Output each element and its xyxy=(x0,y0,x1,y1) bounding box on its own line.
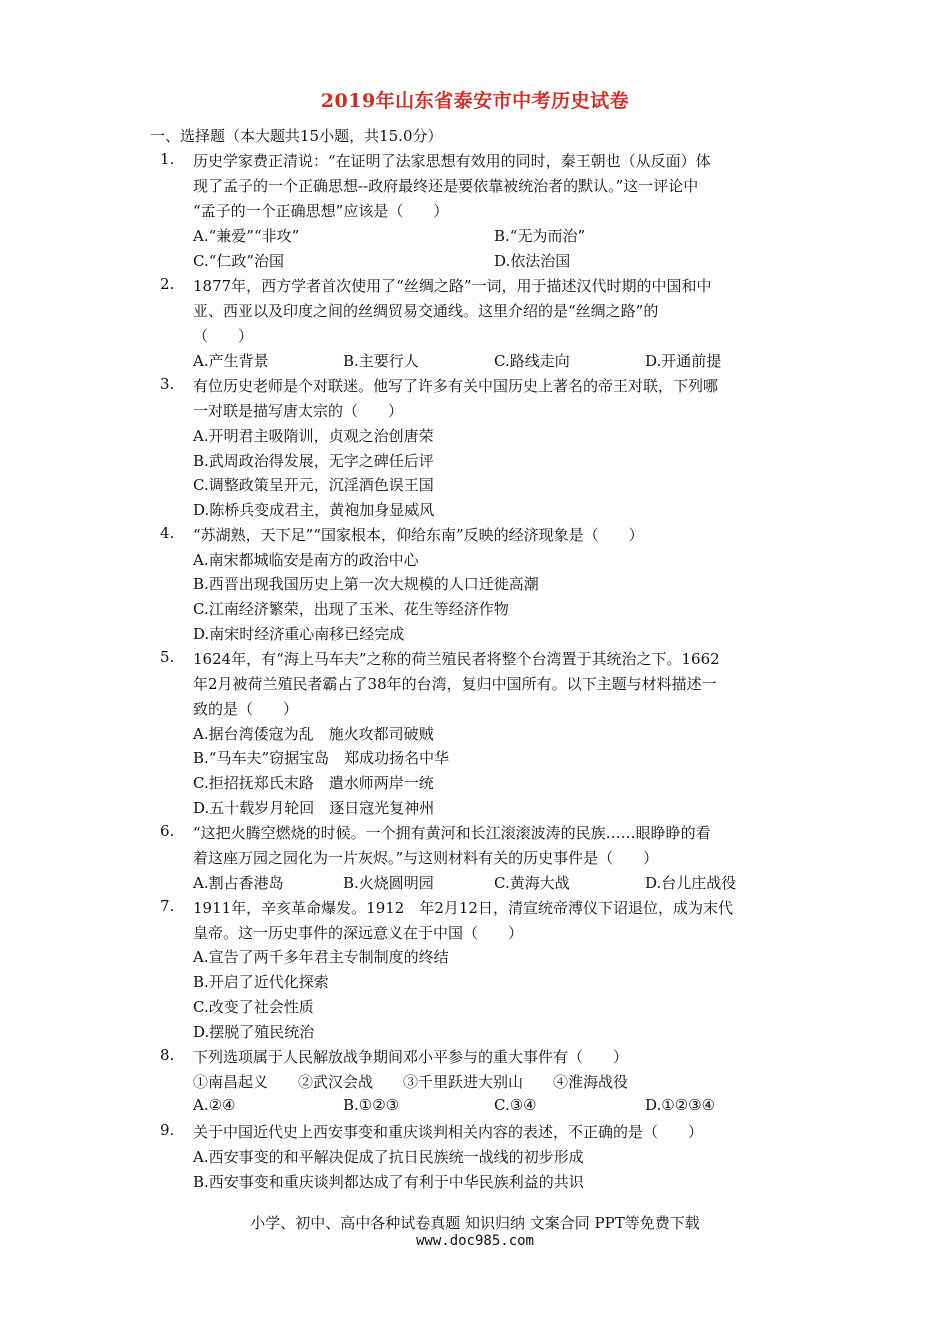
answer-option: C.拒招抚郑氏末路 遣水师两岸一统 xyxy=(193,774,434,792)
question-number: 8. xyxy=(160,1046,175,1064)
answer-option: B.“无为而治” xyxy=(494,227,586,245)
question-number: 9. xyxy=(160,1121,175,1139)
question-number: 4. xyxy=(160,524,175,542)
answer-option: D.陈桥兵变成君主，黄袍加身显威风 xyxy=(193,501,435,519)
question-text: 皇帝。这一历史事件的深远意义在于中国（ ） xyxy=(193,924,524,942)
answer-option: C.③④ xyxy=(494,1096,537,1114)
question-text: 1911年，辛亥革命爆发。1912 年2月12日，清宣统帝溥仪下诏退位，成为末代 xyxy=(193,899,733,917)
question-text: （ ） xyxy=(193,327,254,345)
answer-option: A.②④ xyxy=(193,1096,236,1114)
question-text: 亚、西亚以及印度之间的丝绸贸易交通线。这里介绍的是“丝绸之路”的 xyxy=(193,302,659,320)
question-text: 一对联是描写唐太宗的（ ） xyxy=(193,402,404,420)
answer-option: C.黄海大战 xyxy=(494,874,570,892)
answer-option: A.南宋都城临安是南方的政治中心 xyxy=(193,551,419,569)
question-text: 着这座万园之园化为一片灰烬。”与这则材料有关的历史事件是（ ） xyxy=(193,849,659,867)
question-number: 5. xyxy=(160,648,175,666)
question-text: 1877年，西方学者首次使用了“丝绸之路”一词，用于描述汉代时期的中国和中 xyxy=(193,277,712,295)
section-heading: 一、选择题（本大题共15小题，共15.0分） xyxy=(150,127,443,145)
answer-option: D.①②③④ xyxy=(645,1096,716,1114)
question-text: “苏湖熟，天下足”“国家根本，仰给东南”反映的经济现象是（ ） xyxy=(193,526,644,544)
question-text: 有位历史老师是个对联迷。他写了许多有关中国历史上著名的帝王对联，下列哪 xyxy=(193,377,719,395)
answer-option: B.西安事变和重庆谈判都达成了有利于中华民族利益的共识 xyxy=(193,1173,584,1191)
question-text: 致的是（ ） xyxy=(193,700,299,718)
question-text: 下列选项属于人民解放战争期间邓小平参与的重大事件有（ ） xyxy=(193,1048,629,1066)
answer-option: D.开通前提 xyxy=(645,352,722,370)
answer-option: C.改变了社会性质 xyxy=(193,998,314,1016)
question-number: 1. xyxy=(160,150,175,168)
answer-option: B.西晋出现我国历史上第一次大规模的人口迁徙高潮 xyxy=(193,575,539,593)
answer-option: A.开明君主吸隋训，贞观之治创唐荣 xyxy=(193,427,434,445)
answer-option: C.路线走向 xyxy=(494,352,570,370)
answer-option: B.“马车夫”窃据宝岛 郑成功扬名中华 xyxy=(193,749,450,767)
footer-line-1: 小学、初中、高中各种试卷真题 知识归纳 文案合同 PPT等免费下载 xyxy=(250,1214,700,1232)
answer-option: A.宣告了两千多年君主专制制度的终结 xyxy=(193,948,449,966)
answer-option: B.①②③ xyxy=(343,1096,400,1114)
footer-url: www.doc985.com xyxy=(415,1233,534,1249)
answer-option: B.火烧圆明园 xyxy=(343,874,434,892)
question-text: ①南昌起义 ②武汉会战 ③千里跃进大别山 ④淮海战役 xyxy=(193,1073,629,1091)
question-text: “这把火腾空燃烧的时候。一个拥有黄河和长江滚滚波涛的民族……眼睁睁的看 xyxy=(193,824,711,842)
answer-option: D.摆脱了殖民统治 xyxy=(193,1023,315,1041)
answer-option: A.“兼爱”“非攻” xyxy=(193,227,300,245)
question-number: 7. xyxy=(160,897,175,915)
answer-option: B.开启了近代化探索 xyxy=(193,973,329,991)
answer-option: D.台儿庄战役 xyxy=(645,874,737,892)
answer-option: B.武周政治得发展，无字之碑任后评 xyxy=(193,452,434,470)
question-number: 2. xyxy=(160,275,175,293)
answer-option: C.调整政策呈开元，沉淫酒色误王国 xyxy=(193,476,434,494)
question-number: 6. xyxy=(160,822,175,840)
answer-option: A.西安事变的和平解决促成了抗日民族统一战线的初步形成 xyxy=(193,1148,584,1166)
page-title: 2019年山东省泰安市中考历史试卷 xyxy=(320,90,630,112)
answer-option: A.产生背景 xyxy=(193,352,269,370)
answer-option: D.依法治国 xyxy=(494,252,571,270)
answer-option: A.据台湾倭寇为乱 施火攻都司破贼 xyxy=(193,725,434,743)
question-text: 1624年，有“海上马车夫”之称的荷兰殖民者将整个台湾置于其统治之下。1662 xyxy=(193,650,720,668)
answer-option: B.主要行人 xyxy=(343,352,419,370)
question-text: 年2月被荷兰殖民者霸占了38年的台湾，复归中国所有。以下主题与材料描述一 xyxy=(193,675,717,693)
answer-option: A.割占香港岛 xyxy=(193,874,284,892)
answer-option: C.江南经济繁荣，出现了玉米、花生等经济作物 xyxy=(193,600,509,618)
question-text: 现了孟子的一个正确思想--政府最终还是要依靠被统治者的默认。”这一评论中 xyxy=(193,177,699,195)
question-text: 关于中国近代史上西安事变和重庆谈判相关内容的表述，不正确的是（ ） xyxy=(193,1123,704,1141)
question-number: 3. xyxy=(160,375,175,393)
question-text: “孟子的一个正确思想”应该是（ ） xyxy=(193,202,449,220)
answer-option: C.“仁政”治国 xyxy=(193,252,285,270)
answer-option: D.南宋时经济重心南移已经完成 xyxy=(193,625,405,643)
answer-option: D.五十载岁月轮回 逐日寇光复神州 xyxy=(193,799,435,817)
question-text: 历史学家费正清说：“在证明了法家思想有效用的同时，秦王朝也（从反面）体 xyxy=(193,152,711,170)
